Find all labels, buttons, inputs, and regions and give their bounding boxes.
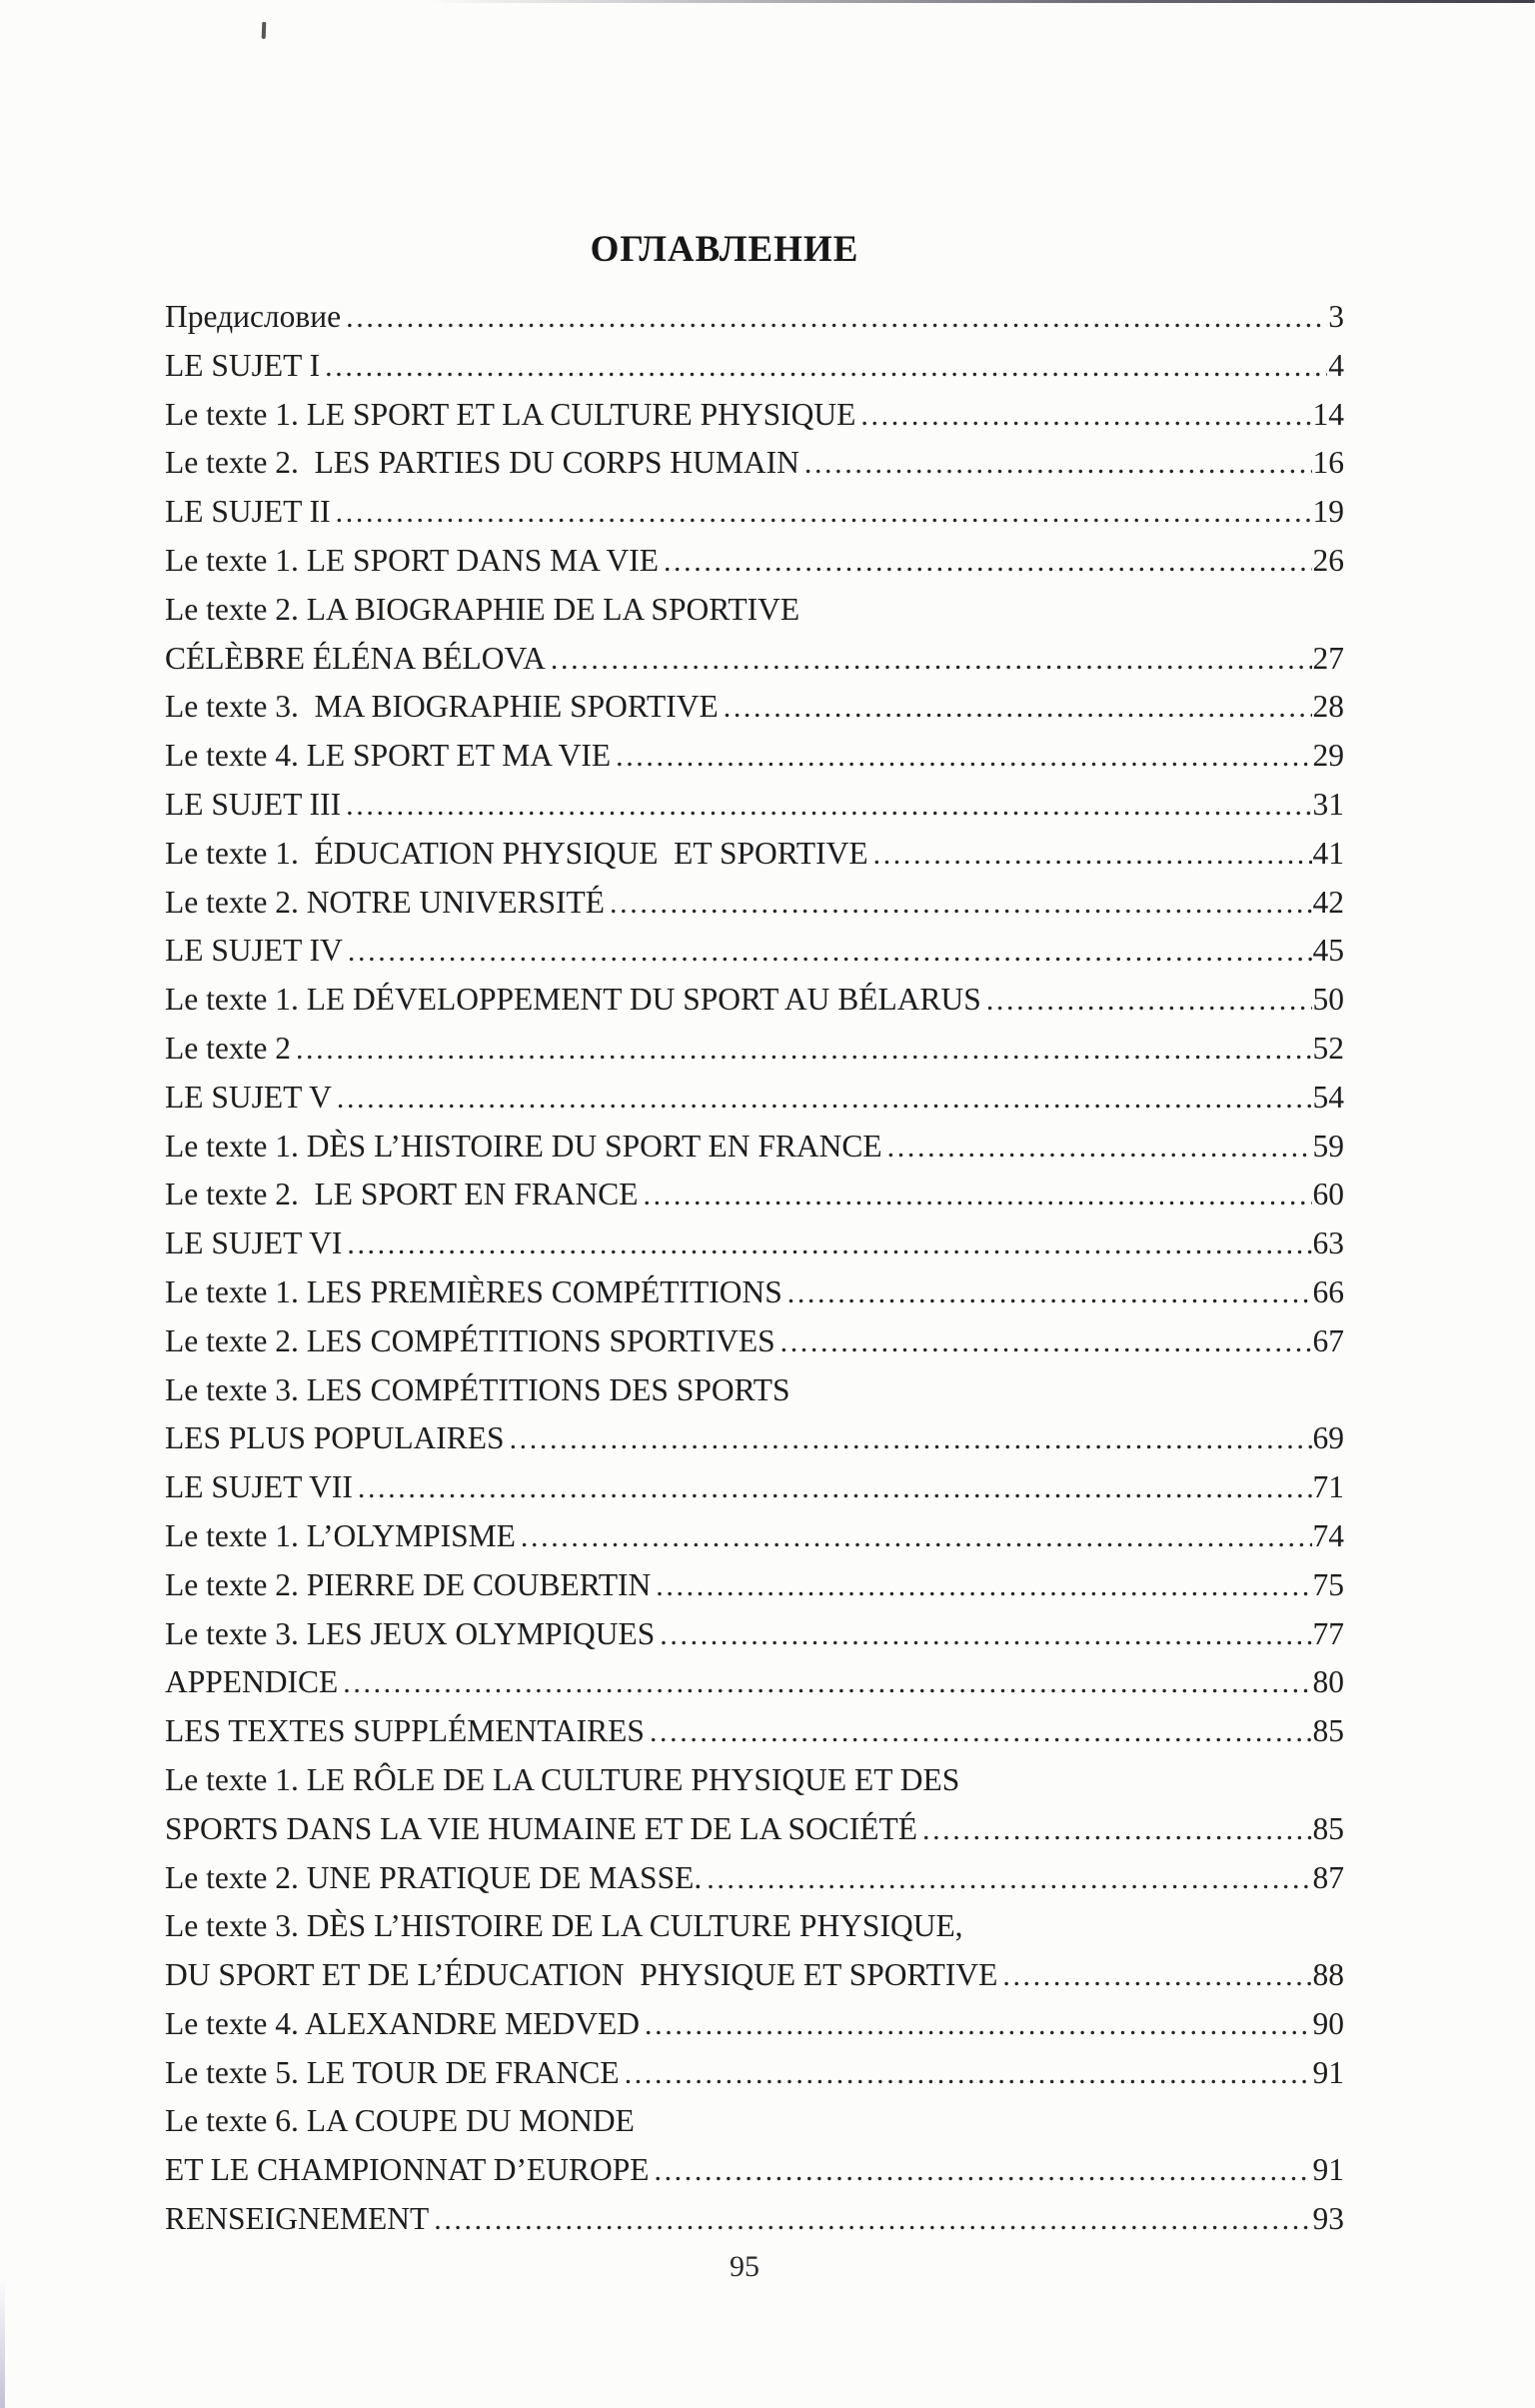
scan-edge-artifact-top	[430, 0, 1535, 3]
toc-entry-label: CÉLÈBRE ÉLÉNA BÉLOVA	[165, 640, 546, 676]
toc-entry-label: Le texte 1. DÈS L’HISTOIRE DU SPORT EN FRANCE	[165, 1128, 882, 1164]
toc-entry-label: ET LE CHAMPIONNAT D’EUROPE	[165, 2152, 650, 2188]
toc-entry-line	[165, 1366, 1344, 1415]
toc-entry-label: Le texte 3. LES COMPÉTITIONS DES SPORTS	[165, 1371, 790, 1407]
toc-entry-line	[165, 1123, 1344, 1172]
toc-dot-leader	[336, 489, 1312, 538]
toc-dot-leader	[787, 1269, 1312, 1318]
toc-entry-page-number: 3	[1328, 299, 1344, 334]
toc-entry-page-number: 45	[1312, 933, 1344, 969]
toc-entry-page-number: 19	[1312, 494, 1344, 530]
toc-entry-page-number: 16	[1312, 445, 1344, 481]
toc-entry-page-number: 42	[1312, 884, 1344, 920]
toc-entry-page-number: 90	[1312, 2005, 1344, 2041]
toc-entry-label: Le texte 1. LE RÔLE DE LA CULTURE PHYSIQUE ET DES	[165, 1761, 960, 1797]
toc-entry-label: LE SUJET I	[165, 347, 321, 383]
toc-dot-leader	[724, 684, 1312, 733]
toc-dot-leader	[346, 294, 1327, 343]
page-title: ОГЛАВЛЕНИЕ	[590, 229, 859, 270]
toc-entry-label: Le texte 1. L’OLYMPISME	[165, 1517, 516, 1553]
toc-dot-leader	[887, 1124, 1312, 1173]
toc-dot-leader	[645, 2001, 1311, 2050]
toc-entry-page-number: 85	[1312, 1810, 1344, 1846]
toc-dot-leader	[347, 1220, 1311, 1269]
toc-entry-page-number: 26	[1312, 542, 1344, 578]
toc-entry-line	[165, 2049, 1344, 2098]
toc-entry-label: DU SPORT ET DE L’ÉDUCATION PHYSIQUE ET SPORTIVE	[165, 1957, 998, 1993]
toc-entry-line	[165, 2097, 1344, 2146]
toc-entry-line	[165, 1610, 1344, 1659]
toc-entry-line	[165, 1707, 1344, 1756]
toc-entry-label: RENSEIGNEMENT	[165, 2201, 430, 2237]
toc-entry-line	[165, 830, 1344, 879]
toc-entry-line	[165, 1951, 1344, 2000]
toc-entry-label: Le texte 4. LE SPORT ET MA VIE	[165, 738, 612, 774]
toc-entry-line	[165, 1414, 1344, 1463]
toc-dot-leader	[873, 831, 1312, 880]
toc-entry-label: Le texte 1. LES PREMIÈRES COMPÉTITIONS	[165, 1273, 782, 1309]
toc-entry-line	[165, 391, 1344, 440]
toc-entry-line	[165, 293, 1344, 342]
toc-dot-leader	[610, 880, 1311, 929]
toc-entry-line	[165, 976, 1344, 1025]
toc-dot-leader	[346, 782, 1311, 831]
toc-entry-label: LE SUJET III	[165, 786, 342, 822]
toc-entry-line	[165, 2195, 1344, 2244]
toc-dot-leader	[625, 2050, 1312, 2099]
toc-dot-leader	[616, 733, 1311, 782]
toc-entry-page-number: 75	[1312, 1566, 1344, 1602]
toc-entry-label: LE SUJET IV	[165, 933, 343, 969]
toc-entry-label: Le texte 3. LES JEUX OLYMPIQUES	[165, 1615, 656, 1651]
toc-dot-leader	[348, 928, 1312, 977]
toc-entry-page-number: 4	[1328, 347, 1344, 383]
toc-dot-leader	[1002, 1952, 1311, 2001]
toc-entry-line	[165, 1902, 1344, 1951]
toc-entry-line	[165, 683, 1344, 732]
toc-entry-label: Le texte 3. DÈS L’HISTOIRE DE LA CULTURE PHYSIQUE,	[165, 1908, 963, 1944]
toc-entry-page-number: 91	[1312, 2152, 1344, 2188]
toc-entry-line	[165, 635, 1344, 684]
toc-entry-label: Le texte 1. ÉDUCATION PHYSIQUE ET SPORTIVE	[165, 835, 868, 871]
toc-entry-line	[165, 732, 1344, 781]
toc-entry-line	[165, 1074, 1344, 1123]
toc-entry-label: Le texte 2. LES PARTIES DU CORPS HUMAIN	[165, 445, 799, 481]
toc-dot-leader	[654, 2147, 1311, 2196]
toc-entry-page-number: 88	[1312, 1957, 1344, 1993]
toc-dot-leader	[358, 1464, 1312, 1513]
toc-entry-label: Le texte 5. LE TOUR DE FRANCE	[165, 2054, 620, 2090]
toc-entry-label: Le texte 2. LA BIOGRAPHIE DE LA SPORTIVE	[165, 591, 800, 627]
toc-entry-line	[165, 927, 1344, 976]
toc-entry-line	[165, 1463, 1344, 1512]
toc-dot-leader	[986, 977, 1312, 1026]
toc-entry-page-number: 69	[1312, 1420, 1344, 1456]
toc-dot-leader	[644, 1172, 1312, 1220]
toc-entry-label: Предисловие	[165, 299, 342, 334]
toc-entry-label: Le texte 2. LES COMPÉTITIONS SPORTIVES	[165, 1322, 775, 1358]
toc-entry-line	[165, 2000, 1344, 2049]
toc-entry-label: Le texte 1. LE DÉVELOPPEMENT DU SPORT AU BÉLARUS	[165, 982, 981, 1018]
toc-entry-line	[165, 1171, 1344, 1219]
toc-entry-line	[165, 488, 1344, 537]
toc-dot-leader	[343, 1659, 1311, 1708]
toc-entry-label: Le texte 3. MA BIOGRAPHIE SPORTIVE	[165, 689, 719, 725]
toc-entry-page-number: 60	[1312, 1177, 1344, 1212]
toc-dot-leader	[664, 538, 1312, 587]
toc-entry-label: LE SUJET VI	[165, 1225, 343, 1261]
toc-entry-label: Le texte 6. LA COUPE DU MONDE	[165, 2103, 635, 2139]
toc-entry-page-number: 87	[1312, 1859, 1344, 1895]
toc-dot-leader	[656, 1562, 1311, 1611]
toc-entry-label: LES TEXTES SUPPLÉMENTAIRES	[165, 1713, 645, 1749]
toc-dot-leader	[707, 1855, 1311, 1904]
toc-dot-leader	[650, 1708, 1312, 1757]
toc-entry-line	[165, 1219, 1344, 1268]
toc-entry-label: LE SUJET II	[165, 494, 331, 530]
toc-entry-page-number: 63	[1312, 1225, 1344, 1261]
toc-entry-line	[165, 342, 1344, 391]
toc-dot-leader	[860, 392, 1311, 441]
toc-entry-page-number: 54	[1312, 1079, 1344, 1115]
toc-entry-line	[165, 1658, 1344, 1707]
toc-dot-leader	[922, 1806, 1312, 1855]
footer-page-number: 95	[730, 2249, 760, 2283]
toc-entry-line	[165, 1025, 1344, 1074]
toc-dot-leader	[434, 2196, 1311, 2245]
toc-entry-label: LE SUJET VII	[165, 1469, 353, 1505]
toc-entry-label: Le texte 1. LE SPORT ET LA CULTURE PHYSIQUE	[165, 396, 856, 432]
toc-entry-line	[165, 1317, 1344, 1366]
toc-entry-page-number: 93	[1312, 2201, 1344, 2237]
toc-entry-line	[165, 586, 1344, 635]
toc-entry-page-number: 52	[1312, 1030, 1344, 1066]
toc-entry-page-number: 85	[1312, 1713, 1344, 1749]
toc-entry-line	[165, 1561, 1344, 1610]
toc-entry-page-number: 74	[1312, 1517, 1344, 1553]
toc-entry-line	[165, 781, 1344, 830]
table-of-contents	[165, 228, 1344, 2284]
toc-entry-label: APPENDICE	[165, 1664, 339, 1700]
toc-entry-line	[165, 1756, 1344, 1805]
toc-entry-page-number: 27	[1312, 640, 1344, 676]
toc-entry-line	[165, 439, 1344, 488]
toc-dot-leader	[337, 1075, 1312, 1124]
toc-list	[165, 293, 1344, 2244]
toc-entry-label: Le texte 1. LE SPORT DANS MA VIE	[165, 542, 659, 578]
toc-entry-label: Le texte 2. LE SPORT EN FRANCE	[165, 1177, 639, 1212]
toc-dot-leader	[510, 1415, 1312, 1464]
toc-entry-page-number: 71	[1312, 1469, 1344, 1505]
toc-entry-label: Le texte 2. UNE PRATIQUE DE MASSE.	[165, 1859, 703, 1895]
toc-entry-page-number: 28	[1312, 689, 1344, 725]
scan-edge-artifact-left	[0, 2278, 5, 2408]
toc-entry-page-number: 41	[1312, 835, 1344, 871]
toc-entry-label: Le texte 2. NOTRE UNIVERSITÉ	[165, 884, 606, 920]
toc-dot-leader	[551, 636, 1312, 685]
toc-entry-page-number: 50	[1312, 982, 1344, 1018]
toc-entry-label: Le texte 2. PIERRE DE COUBERTIN	[165, 1566, 652, 1602]
toc-entry-page-number: 29	[1312, 738, 1344, 774]
toc-dot-leader	[325, 343, 1327, 392]
toc-entry-label: LE SUJET V	[165, 1079, 332, 1115]
toc-entry-page-number: 14	[1312, 396, 1344, 432]
toc-entry-line	[165, 2146, 1344, 2195]
toc-entry-page-number: 59	[1312, 1128, 1344, 1164]
toc-entry-page-number: 67	[1312, 1322, 1344, 1358]
toc-entry-page-number: 77	[1312, 1615, 1344, 1651]
toc-entry-label: Le texte 2	[165, 1030, 291, 1066]
toc-entry-page-number: 80	[1312, 1664, 1344, 1700]
toc-entry-label: SPORTS DANS LA VIE HUMAINE ET DE LA SOCIÉTÉ	[165, 1810, 917, 1846]
toc-entry-line	[165, 1512, 1344, 1561]
toc-entry-line	[165, 879, 1344, 928]
toc-dot-leader	[780, 1318, 1312, 1367]
toc-dot-leader	[521, 1513, 1312, 1562]
toc-entry-page-number: 31	[1312, 786, 1344, 822]
toc-entry-line	[165, 1268, 1344, 1317]
toc-entry-label: Le texte 4. ALEXANDRE MEDVED	[165, 2005, 641, 2041]
toc-entry-page-number: 91	[1312, 2054, 1344, 2090]
toc-entry-line	[165, 537, 1344, 586]
toc-entry-label: LES PLUS POPULAIRES	[165, 1420, 505, 1456]
toc-dot-leader	[804, 440, 1312, 489]
ink-speck	[262, 22, 267, 39]
toc-entry-line	[165, 1805, 1344, 1854]
toc-entry-line	[165, 1854, 1344, 1903]
toc-dot-leader	[660, 1611, 1311, 1660]
toc-entry-page-number: 66	[1312, 1273, 1344, 1309]
toc-dot-leader	[296, 1026, 1312, 1075]
